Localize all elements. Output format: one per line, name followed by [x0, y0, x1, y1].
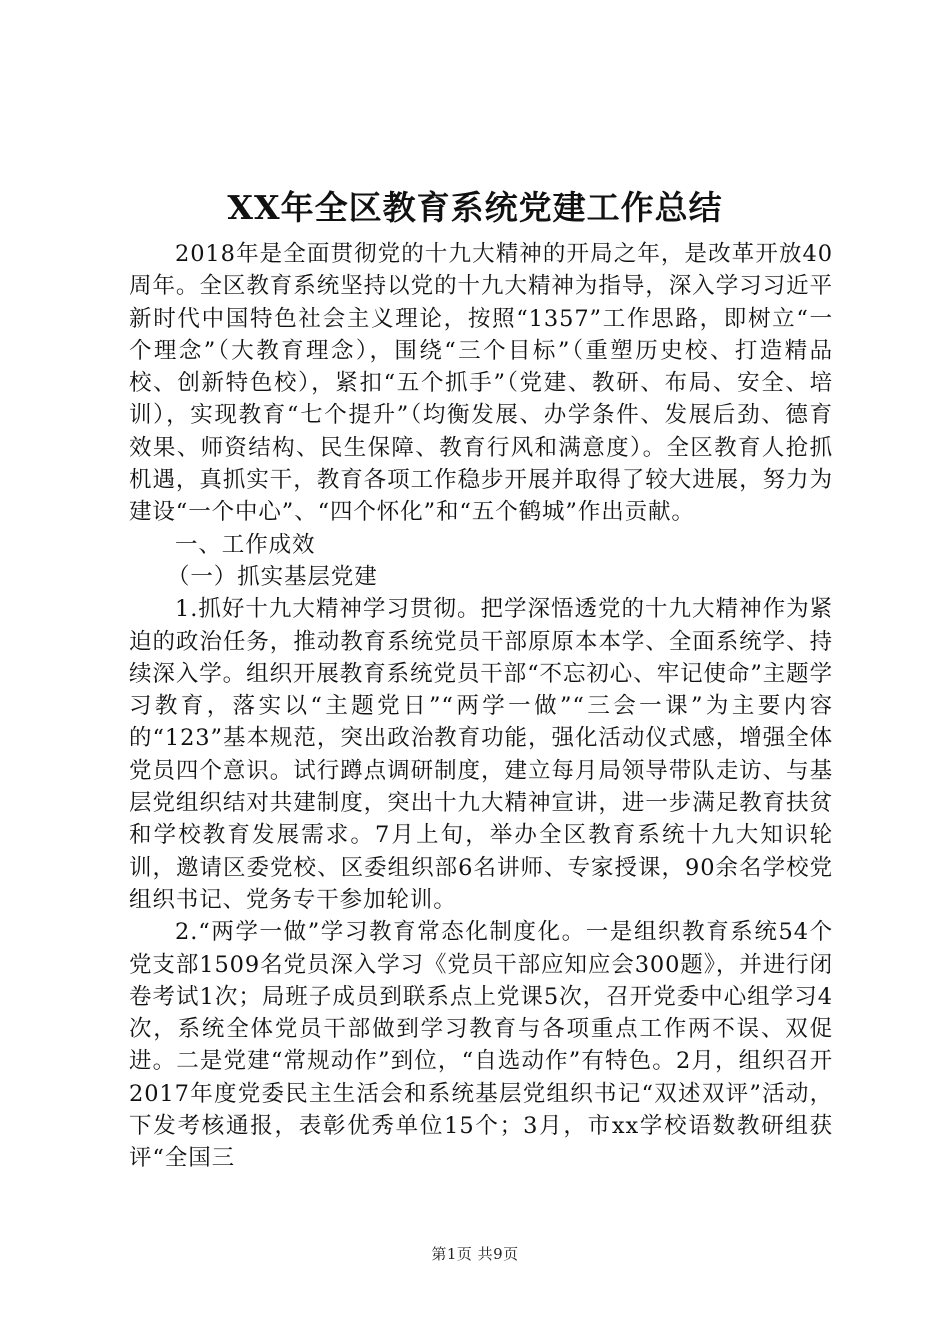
section-heading-work-results: 一、工作成效: [175, 531, 316, 558]
intro-paragraph: 2018年是全面贯彻党的十九大精神的开局之年，是改革开放40周年。全区教育系统坚持以党的十九大精神为指导，深入学习习近平新时代中国特色社会主义理论，按照“1357”工作思路，即树立“一个理念”（大教育理念），围绕“三个目标”（重塑历史校、打造精品校、创新特色校），紧扣“五个抓手”（党建、教研、布局、安全、培训），实现教育“七个提升”（均衡发展、办学条件、发展后劲、德育效果、师资结构、民生保障、教育行风和满意度）。全区教育人抢抓机遇，真抓实干，教育各项工作稳步开展并取得了较大进展，努力为建设“一个中心”、“四个怀化”和“五个鹤城”作出贡献。: [129, 241, 833, 526]
document-title: XX年全区教育系统党建工作总结: [227, 188, 723, 227]
item-paragraph-2: 2.“两学一做”学习教育常态化制度化。一是组织教育系统54个党支部1509名党员深入学习《党员干部应知应会300题》，并进行闭卷考试1次；局班子成员到联系点上党课5次，召开党委中心组学习4次，系统全体党员干部做到学习教育与各项重点工作两不误、双促进。二是党建“常规动作”到位，“自选动作”有特色。2月，组织召开2017年度党委民主生活会和系统基层党组织书记“双述双评”活动，下发考核通报，表彰优秀单位15个；3月，市xx学校语数教研组获评“全国三: [129, 919, 833, 1172]
document-body: [129, 238, 833, 1175]
item-paragraph-1: 1.抓好十九大精神学习贯彻。把学深悟透党的十九大精神作为紧迫的政治任务，推动教育系统党员干部原原本本学、全面系统学、持续深入学。组织开展教育系统党员干部“不忘初心、牢记使命”主题学习教育，落实以“主题党日”“两学一做”“三会一课”为主要内容的“123”基本规范，突出政治教育功能，强化活动仪式感，增强全体党员四个意识。试行蹲点调研制度，建立每月局领导带队走访、与基层党组织结对共建制度，突出十九大精神宣讲，进一步满足教育扶贫和学校教育发展需求。7月上旬，举办全区教育系统十九大知识轮训，邀请区委党校、区委组织部6名讲师、专家授课，90余名学校党组织书记、党务专干参加轮训。: [129, 596, 833, 913]
subsection-heading-party-building: （一）抓实基层党建: [167, 563, 378, 590]
page-footer: 第1页 共9页: [431, 1245, 519, 1263]
